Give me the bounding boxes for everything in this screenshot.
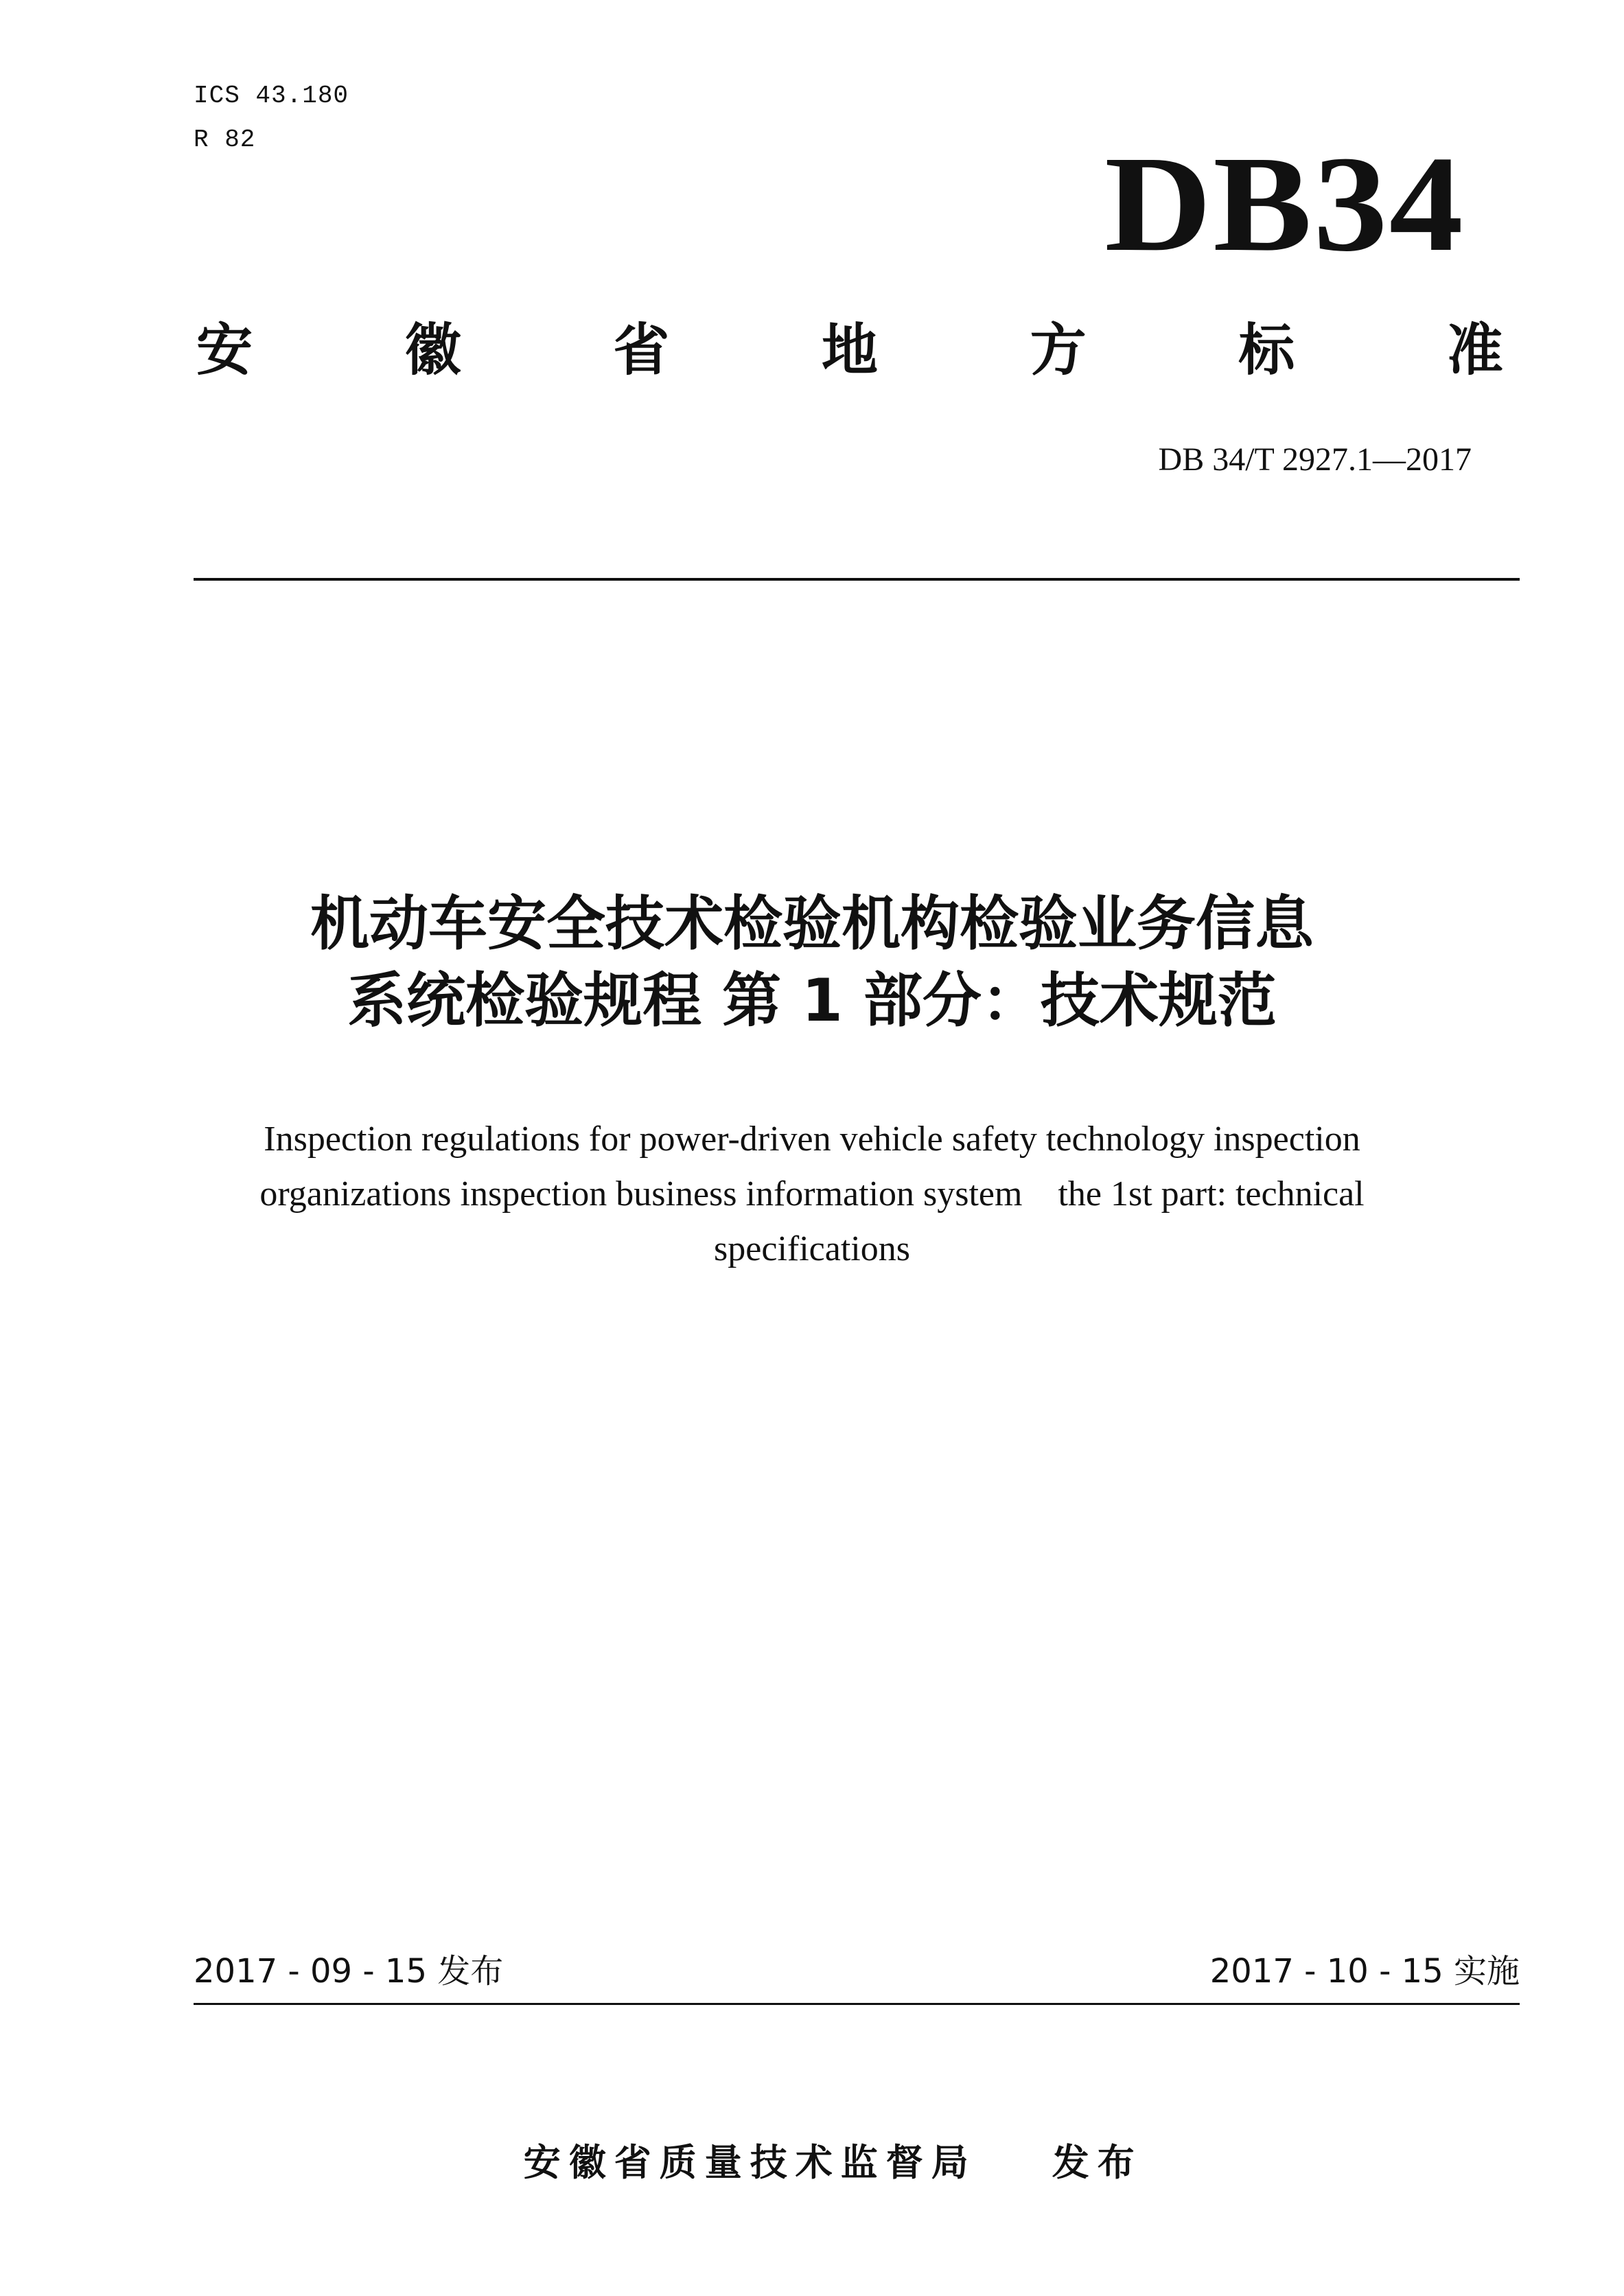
implementation-date: 2017 - 10 - 15 实施 [1209, 1952, 1520, 1991]
english-title-line-3: specifications [714, 1229, 910, 1268]
issue-date: 2017 - 09 - 15 发布 [194, 1952, 504, 1991]
top-divider [194, 578, 1520, 581]
standard-type-char: 标 [1238, 318, 1295, 383]
standard-type-char: 方 [1030, 318, 1087, 383]
standard-type-char: 安 [196, 318, 253, 383]
standard-logo: DB34 [1104, 128, 1465, 280]
issuing-authority: 安徽省质量技术监督局 [523, 2141, 977, 2184]
standard-type-heading [196, 318, 1503, 383]
ics-code: ICS 43.180 [194, 82, 349, 110]
standard-number: DB 34/T 2927.1—2017 [1158, 441, 1472, 478]
standard-type-char: 准 [1446, 318, 1503, 383]
english-title-line-2: organizations inspection business information system the 1st part: technical [259, 1174, 1365, 1214]
standard-type-char: 地 [821, 318, 878, 383]
issuer-line [0, 2107, 1624, 2184]
standard-type-char: 省 [613, 318, 670, 383]
chinese-title-line-1: 机动车安全技术检验机构检验业务信息 [310, 890, 1314, 958]
bottom-divider [194, 2003, 1520, 2005]
issue-action: 发布 [1052, 2141, 1143, 2184]
english-title-line-1: Inspection regulations for power-driven vehicle safety technology inspection [264, 1120, 1360, 1159]
english-title [0, 1112, 1624, 1277]
classification-code: R 82 [194, 126, 256, 154]
chinese-title [0, 885, 1624, 1039]
chinese-title-line-2: 系统检验规程 第 1 部分：技术规范 [347, 966, 1277, 1035]
standard-type-char: 徽 [404, 318, 461, 383]
